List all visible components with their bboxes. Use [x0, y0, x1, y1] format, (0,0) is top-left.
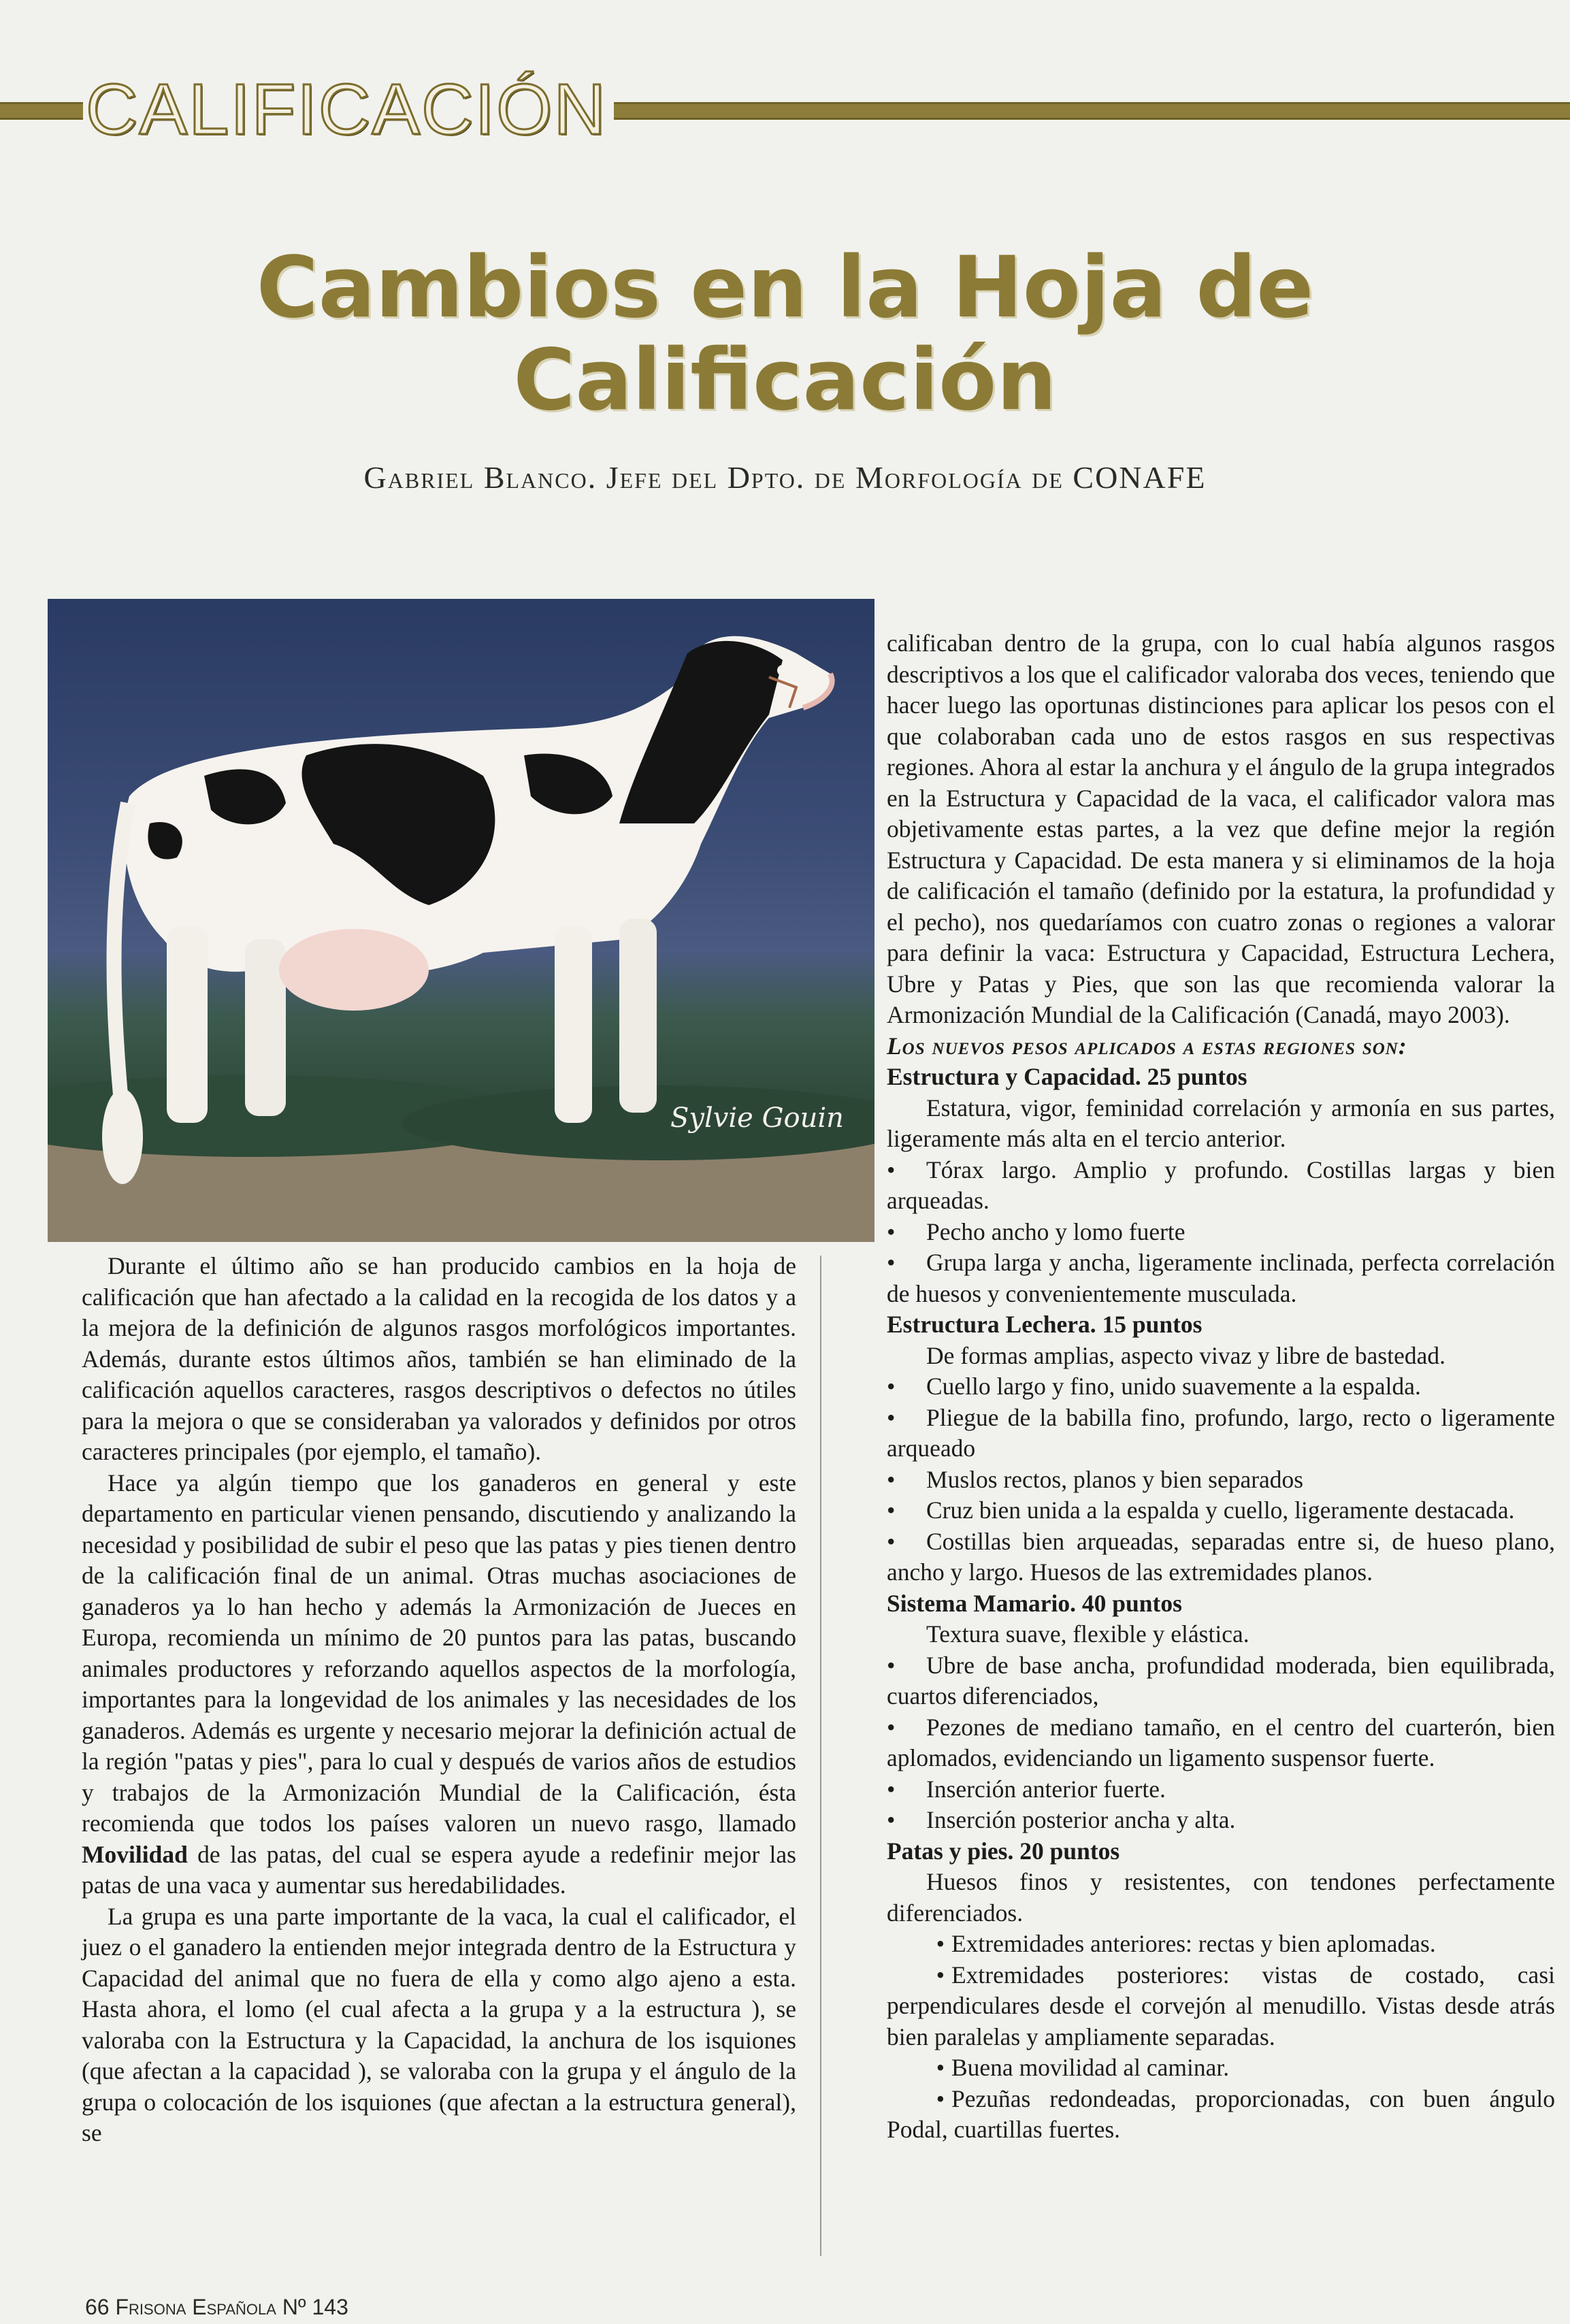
holstein-cow-illustration [48, 599, 874, 1242]
bullet-icon: • [936, 1930, 945, 1957]
list-item-text: Grupa larga y ancha, ligeramente inclinada, perfecta correlación de huesos y convenientemente musculada. [887, 1249, 1555, 1307]
column-divider [820, 1256, 821, 2256]
bullet-icon: • [887, 1806, 896, 1833]
bullet-icon: • [936, 1961, 945, 1989]
list-item [887, 1774, 1555, 1805]
bullet-icon: • [887, 1496, 896, 1524]
bullet-icon: • [887, 1373, 896, 1400]
list-item-text: Pecho ancho y lomo fuerte [926, 1217, 1185, 1245]
bullet-icon: • [887, 1465, 896, 1493]
article-column-right [887, 628, 1555, 2146]
list-item [887, 1217, 1555, 1248]
bullet-icon: • [887, 1217, 896, 1245]
list-item [887, 2084, 1555, 2146]
bullet-icon: • [887, 1249, 896, 1276]
list-item-text: Cruz bien unida a la espalda y cuello, ligeramente destacada. [926, 1496, 1515, 1524]
list-item-text: Pezones de mediano tamaño, en el centro del cuarterón, bien aplomados, evidenciando un ligamento suspensor fuerte. [887, 1713, 1555, 1771]
list-item-text: Pezuñas redondeadas, proporcionadas, con buen ángulo Podal, cuartillas fuertes. [887, 2084, 1555, 2143]
section-legs-heading: Patas y pies. 20 puntos [887, 1837, 1120, 1865]
bullet-icon: • [887, 1775, 896, 1803]
mobility-term: Movilidad [82, 1840, 188, 1868]
photo-credit: Sylvie Gouin [670, 1102, 844, 1134]
paragraph-legs-end: de las patas, del cual se espera ayude a redefinir mejor las patas de una vaca y aumentar sus heredabilidades. [82, 1840, 796, 1899]
cow-photo [48, 599, 874, 1242]
page-footer [85, 2295, 348, 2320]
paragraph-legs-start: Hace ya algún tiempo que los ganaderos en general y este departamento en particular vienen pensando, discutiendo y analizando la necesidad y posibilidad de subir el peso que las patas y pies tienen dentro de la calificación final de un animal. Otras muchas asociaciones de ganaderos ya lo han hecho y además la Armonización de Jueces en Europa, recomienda un mínimo de 20 puntos para las patas, buscando animales productores y reforzando aquellos aspectos de la morfología, importantes para la longevidad de los animales y las necesidades de los ganaderos. Además es urgente y necesario mejorar la definición actual de la región "patas y pies", para lo cual y después de varios años de estudios y trabajos de la Armonización Mundial de la Calificación, ésta recomienda que todos los países valoren un nuevo rasgo, llamado [82, 1469, 796, 1837]
list-item-text: Costillas bien arqueadas, separadas entre si, de hueso plano, ancho y largo. Huesos de las extremidades planos. [887, 1527, 1555, 1586]
issue-number: Nº 143 [282, 2295, 348, 2319]
section-legs-description: Huesos finos y resistentes, con tendones perfectamente diferenciados. [887, 1868, 1555, 1927]
list-item [887, 1495, 1555, 1526]
paragraph-legs [82, 1468, 796, 1901]
section-mammary-description: Textura suave, flexible y elástica. [926, 1620, 1249, 1648]
bullet-icon: • [887, 1651, 896, 1679]
list-item-text: Buena movilidad al caminar. [951, 2054, 1230, 2081]
list-item [887, 1371, 1555, 1403]
section-dairy-heading: Estructura Lechera. 15 puntos [887, 1311, 1203, 1338]
list-item-text: Extremidades posteriores: vistas de costado, casi perpendiculares desde el corvejón al menudillo. Vistas desde atrás bien paralelas y ampliamente separadas. [887, 1961, 1555, 2050]
bullet-icon: • [887, 1156, 896, 1183]
paragraph-intro: Durante el último año se han producido cambios en la hoja de calificación que han afectado a la calidad en la recogida de los datos y a la mejora de la definición de algunos rasgos morfológicos importantes. Además, durante estos últimos años, también se han eliminado de la calificación aquellos caracteres, rasgos descriptivos o defectos no útiles para la mejora o que se consideraban ya valorados y definidos por otros caracteres principales (por ejemplo, el tamaño). [82, 1252, 796, 1465]
list-item [887, 1805, 1555, 1836]
section-structure-description: Estatura, vigor, feminidad correlación y armonía en sus partes, ligeramente más alta en el tercio anterior. [887, 1094, 1555, 1152]
page-number: 66 [85, 2295, 110, 2319]
list-item [887, 1155, 1555, 1217]
section-label: CALIFICACIÓN [83, 73, 614, 146]
list-item [887, 1960, 1555, 2053]
section-mammary-heading: Sistema Mamario. 40 puntos [887, 1589, 1182, 1617]
list-item [887, 1712, 1555, 1774]
list-item-text: Inserción anterior fuerte. [926, 1775, 1166, 1803]
article-byline: Gabriel Blanco. Jefe del Dpto. de Morfología de CONAFE [363, 460, 1207, 495]
paragraph-rump: La grupa es una parte importante de la vaca, la cual el calificador, el juez o el ganadero la entienden mejor integrada dentro de la Estructura y Capacidad del animal que no fuera de ella y como algo ajeno a esta. Hasta ahora, el lomo (el cual afecta a la grupa y a la estructura ), se valoraba con la Estructura y la Capacidad, la anchura de los isquiones (que afectan a la capacidad ), se valoraba con la grupa y el ángulo de la grupa o colocación de los isquiones (que afectan a la estructura general), se [82, 1902, 796, 2146]
publication-name: Frisona Española [115, 2295, 276, 2319]
article-column-left [82, 1251, 796, 2149]
bullet-icon: • [936, 2084, 945, 2112]
list-item-text: Ubre de base ancha, profundidad moderada, bien equilibrada, cuartos diferenciados, [887, 1651, 1555, 1709]
list-item-text: Pliegue de la babilla fino, profundo, largo, recto o ligeramente arqueado [887, 1403, 1555, 1462]
bullet-icon: • [887, 1713, 896, 1741]
list-item [887, 2052, 1555, 2084]
section-dairy-description: De formas amplias, aspecto vivaz y libre de bastedad. [926, 1341, 1445, 1369]
list-item [887, 1650, 1555, 1712]
list-item [887, 1247, 1555, 1309]
list-item-text: Cuello largo y fino, unido suavemente a la espalda. [926, 1373, 1421, 1400]
paragraph-continuation: calificaban dentro de la grupa, con lo cual había algunos rasgos descriptivos a los que el calificador valoraba dos veces, teniendo que hacer luego las oportunas distinciones para aplicar los pesos con el que colaboraban cada uno de estos rasgos en sus respectivas regiones. Ahora al estar la anchura y el ángulo de la grupa integrados en la Estructura y Capacidad de la vaca, el calificador valora mas objetivamente estas partes, a la vez que define mejor la región Estructura y Capacidad. De esta manera y si eliminamos de la hoja de calificación el tamaño (definido por la estatura, la profundidad y el pecho), nos quedaríamos con cuatro zonas o regiones a valorar para definir la vaca: Estructura y Capacidad, Estructura Lechera, Ubre y Patas y Pies, que son las que recomienda valorar la Armonización Mundial de la Calificación (Canadá, mayo 2003). [887, 629, 1555, 1028]
weights-intro: Los nuevos pesos aplicados a estas regiones son: [887, 1032, 1407, 1060]
list-item [887, 1929, 1555, 1960]
article-title: Cambios en la Hoja de Calificación [256, 239, 1314, 430]
list-item [887, 1403, 1555, 1464]
bullet-icon: • [887, 1403, 896, 1431]
list-item-text: Muslos rectos, planos y bien separados [926, 1465, 1304, 1493]
list-item-text: Tórax largo. Amplio y profundo. Costillas largas y bien arqueadas. [887, 1156, 1555, 1214]
list-item-text: Inserción posterior ancha y alta. [926, 1806, 1236, 1833]
list-item [887, 1526, 1555, 1588]
list-item [887, 1464, 1555, 1496]
bullet-icon: • [936, 2054, 945, 2081]
list-item-text: Extremidades anteriores: rectas y bien aplomadas. [951, 1930, 1436, 1957]
bullet-icon: • [887, 1527, 896, 1555]
section-structure-heading: Estructura y Capacidad. 25 puntos [887, 1063, 1247, 1090]
